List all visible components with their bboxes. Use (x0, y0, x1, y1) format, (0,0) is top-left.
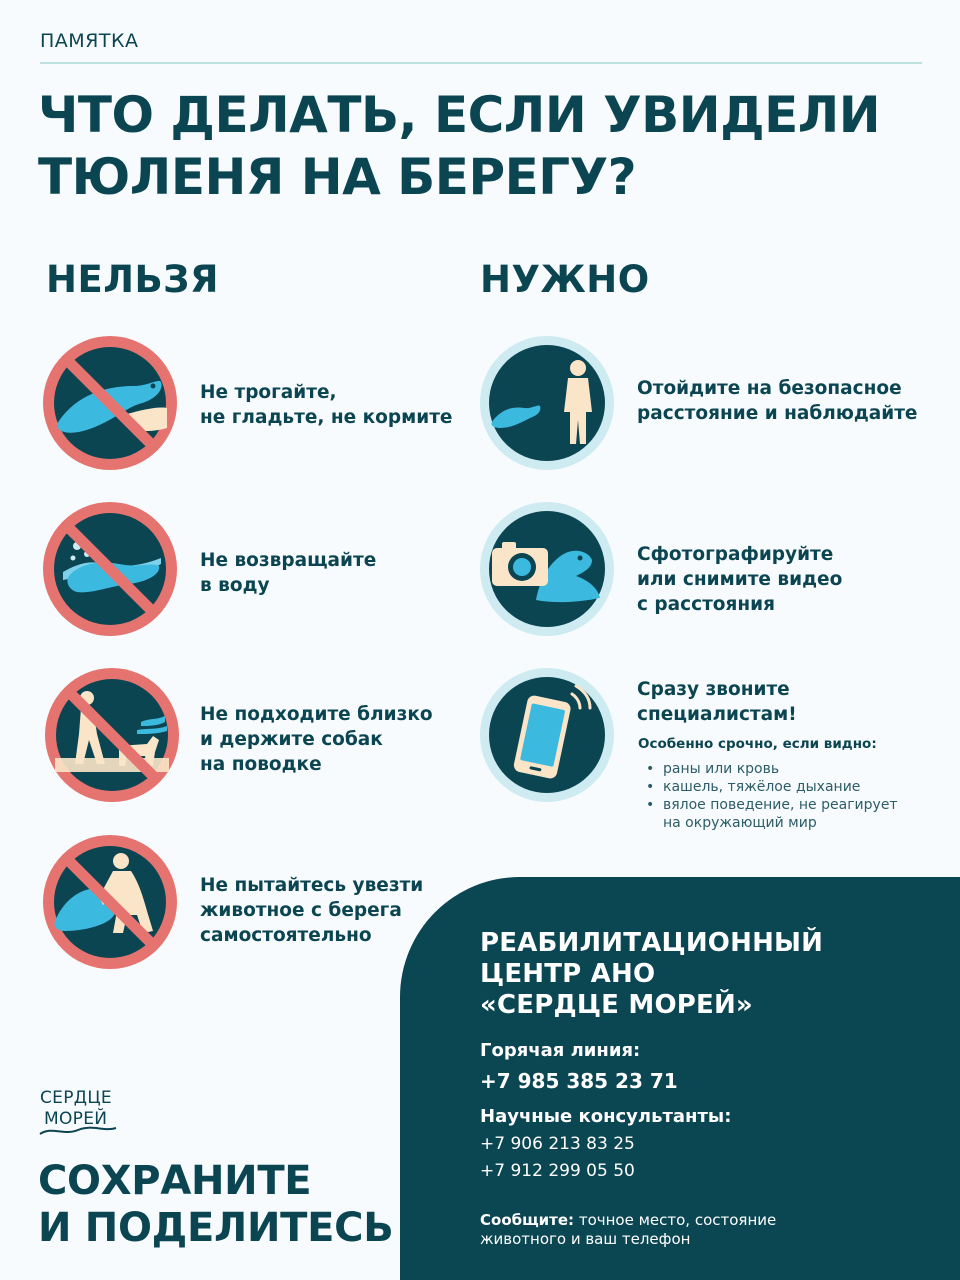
logo-wave-icon (38, 1124, 118, 1138)
report-label: Сообщите: (480, 1211, 575, 1229)
list-item-line: на окружающий мир (663, 815, 817, 831)
org-name-line: «СЕРДЦЕ МОРЕЙ» (480, 990, 753, 1020)
no-carry-away-icon (43, 835, 177, 969)
dont-item-line: самостоятельно (200, 925, 372, 946)
dont-item-line: Не пытайтесь увезти (200, 875, 424, 896)
dont-item-line: не гладьте, не кормите (200, 407, 453, 428)
logo-text-line: МОРЕЙ (44, 1109, 108, 1129)
no-return-to-water-icon (43, 502, 177, 636)
dont-item-line: Не трогайте, (200, 382, 337, 403)
dont-item-line: в воду (200, 575, 270, 596)
dont-item-line: Не подходите близко (200, 704, 433, 725)
dont-column-title: НЕЛЬЗЯ (46, 258, 219, 301)
dont-item-line: и держите собак (200, 729, 383, 750)
no-dogs-near-icon (45, 668, 179, 802)
keep-distance-icon (480, 336, 614, 470)
dont-item-text (200, 380, 452, 430)
dont-item-text (200, 873, 423, 948)
list-item (646, 796, 898, 832)
org-name-line: ЦЕНТР АНО (480, 959, 656, 989)
call-title-line: специалистам! (637, 704, 797, 725)
report-note (480, 1211, 776, 1249)
page-title-line-1: ЧТО ДЕЛАТЬ, ЕСЛИ УВИДЕЛИ (38, 86, 881, 144)
list-item-line: • раны или кровь (663, 761, 780, 777)
dont-item-line: на поводке (200, 754, 322, 775)
call-subtitle: Особенно срочно, если видно: (638, 736, 877, 752)
do-column-title: НУЖНО (480, 258, 650, 301)
page-title (38, 84, 938, 208)
dont-item-line: животное с берега (200, 900, 402, 921)
consultant-phone[interactable]: +7 906 213 83 25 (480, 1134, 635, 1154)
dont-item-text (200, 702, 433, 777)
hotline-label: Горячая линия: (480, 1040, 641, 1061)
contact-panel (400, 877, 960, 1280)
report-line (480, 1211, 776, 1230)
dont-item-line: Не возвращайте (200, 550, 377, 571)
do-item-line: расстояние и наблюдайте (637, 403, 918, 424)
logo-text-line: СЕРДЦЕ (40, 1088, 112, 1108)
org-name-line: РЕАБИЛИТАЦИОННЫЙ (480, 928, 824, 958)
no-touch-seal-icon (43, 336, 177, 470)
urgent-signs-list (646, 760, 898, 832)
save-share-caption (38, 1158, 393, 1252)
consultants-label: Научные консультанты: (480, 1106, 732, 1127)
org-name (480, 928, 823, 1021)
list-item-line: • вялое поведение, не реагирует (663, 797, 898, 813)
save-line: СОХРАНИТЕ (38, 1158, 312, 1204)
camera-seal-icon (480, 502, 614, 636)
do-item-line: Сфотографируйте (637, 544, 834, 565)
report-text: точное место, состояние (574, 1211, 777, 1229)
save-line: И ПОДЕЛИТЕСЬ (38, 1205, 394, 1251)
dont-item-text (200, 548, 376, 598)
list-item (646, 778, 898, 796)
brand-logo (38, 1088, 128, 1138)
list-item-line: • кашель, тяжёлое дыхание (663, 779, 861, 795)
header-divider (40, 62, 922, 64)
page-title-line-2: ТЮЛЕНЯ НА БЕРЕГУ? (38, 148, 637, 206)
hotline-phone[interactable]: +7 985 385 23 71 (480, 1069, 678, 1093)
call-title-line: Сразу звоните (637, 679, 790, 700)
eyebrow-label: ПАМЯТКА (40, 30, 139, 52)
report-line: животного и ваш телефон (480, 1230, 691, 1248)
do-item-line: или снимите видео (637, 569, 843, 590)
do-item-line: Отойдите на безопасное (637, 378, 902, 399)
do-item-text (637, 376, 917, 426)
call-title (637, 677, 797, 727)
do-item-line: с расстояния (637, 594, 776, 615)
phone-icon (480, 668, 614, 802)
consultant-phone[interactable]: +7 912 299 05 50 (480, 1161, 635, 1181)
do-item-text (637, 542, 842, 617)
list-item (646, 760, 898, 778)
